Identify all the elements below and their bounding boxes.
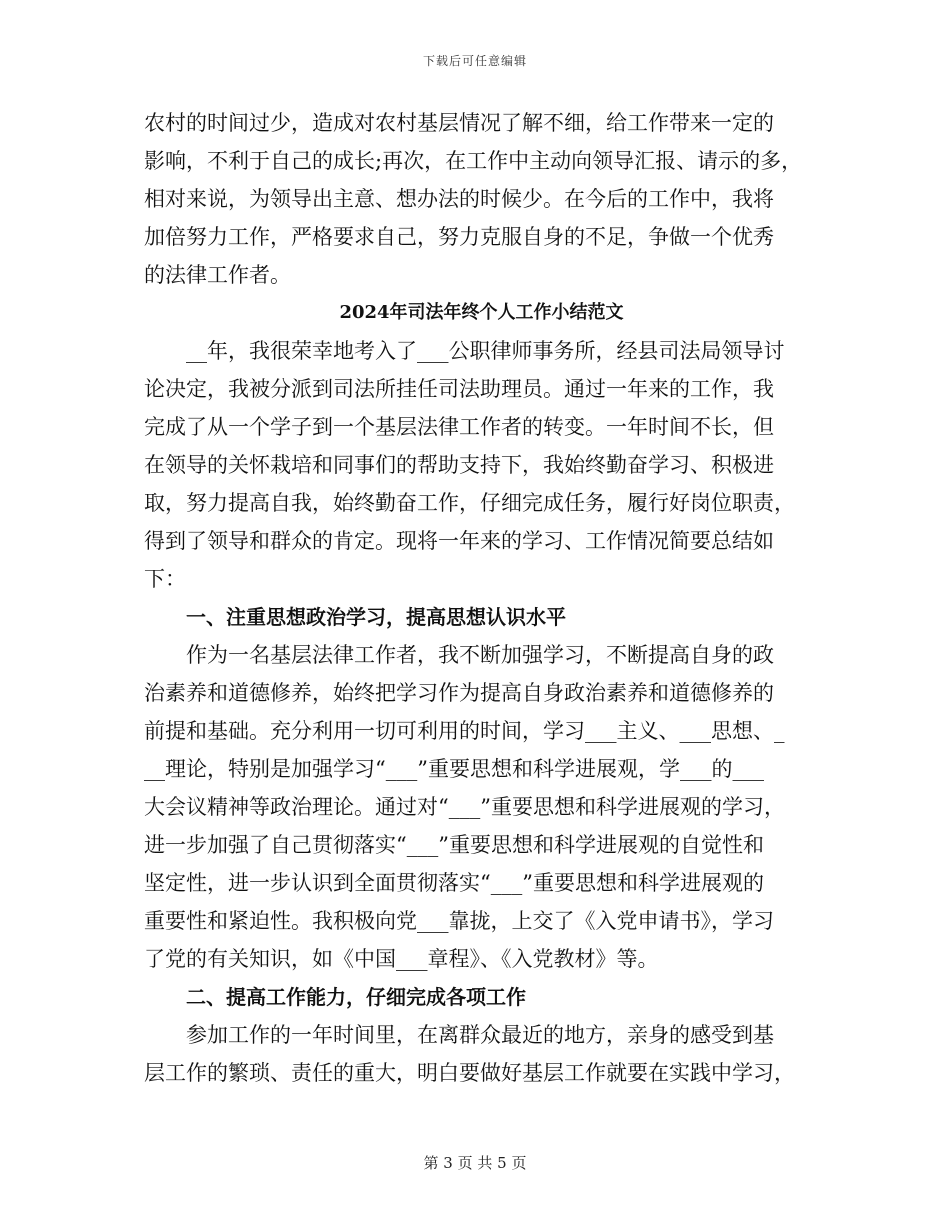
text-line: 大会议精神等政治理论。通过对“___”重要思想和科学进展观的学习， [144, 795, 785, 819]
text-line: 影响，不利于自己的成长;再次，在工作中主动向领导汇报、请示的多， [144, 149, 803, 173]
text-line: 取，努力提高自我，始终勤奋工作，仔细完成任务，履行好岗位职责， [144, 491, 795, 515]
text-line: 参加工作的一年时间里，在离群众最近的地方，亲身的感受到基 [186, 1023, 774, 1047]
text-line: 作为一名基层法律工作者，我不断加强学习，不断提高自身的政 [186, 643, 774, 667]
text-line: 论决定，我被分派到司法所挂任司法助理员。通过一年来的工作，我 [144, 377, 774, 401]
document-title: 2024年司法年终个人工作小结范文 [339, 302, 624, 323]
text-line: 层工作的繁琐、责任的重大，明白要做好基层工作就要在实践中学习， [144, 1061, 795, 1085]
text-line: 在领导的关怀栽培和同事们的帮助支持下，我始终勤奋学习、积极进 [144, 453, 774, 477]
text-line: 进一步加强了自己贯彻落实“___”重要思想和科学进展观的自觉性和 [144, 833, 764, 857]
text-line: 下： [144, 567, 186, 591]
text-line: 前提和基础。充分利用一切可利用的时间，学习___主义、___思想、_ [144, 719, 785, 743]
document-body [144, 104, 819, 1092]
section-1-heading: 一、注重思想政治学习，提高思想认识水平 [186, 605, 566, 629]
text-line: 重要性和紧迫性。我积极向党___靠拢，上交了《入党申请书》，学习 [144, 909, 774, 933]
text-line: 相对来说，为领导出主意、想办法的时候少。在今后的工作中，我将 [144, 187, 774, 211]
text-line: 完成了从一个学子到一个基层法律工作者的转变。一年时间不长，但 [144, 415, 774, 439]
page-header: 下载后可任意编辑 [422, 54, 527, 68]
section-2-heading: 二、提高工作能力，仔细完成各项工作 [186, 985, 526, 1009]
text-line: __年，我很荣幸地考入了___公职律师事务所，经县司法局领导讨 [186, 339, 785, 363]
section-1-paragraph [144, 636, 819, 978]
text-line: 坚定性，进一步认识到全面贯彻落实“___”重要思想和科学进展观的 [144, 871, 764, 895]
text-line: 得到了领导和群众的肯定。现将一年来的学习、工作情况简要总结如 [144, 529, 774, 553]
section-2-paragraph [144, 1016, 819, 1092]
paragraph-1 [144, 332, 819, 598]
paragraph-intro [144, 104, 819, 294]
text-line: 治素养和道德修养，始终把学习作为提高自身政治素养和道德修养的 [144, 681, 774, 705]
text-line: 加倍努力工作，严格要求自己，努力克服自身的不足，争做一个优秀 [144, 225, 774, 249]
text-line: 农村的时间过少，造成对农村基层情况了解不细，给工作带来一定的 [144, 111, 774, 135]
page-footer: 第 3 页 共 5 页 [423, 1154, 527, 1172]
text-line: 的法律工作者。 [144, 263, 291, 287]
text-line: 了党的有关知识，如《中国___章程》、《入党教材》等。 [144, 947, 659, 971]
text-line: __理论，特别是加强学习“___”重要思想和科学进展观，学___的___ [144, 757, 764, 781]
